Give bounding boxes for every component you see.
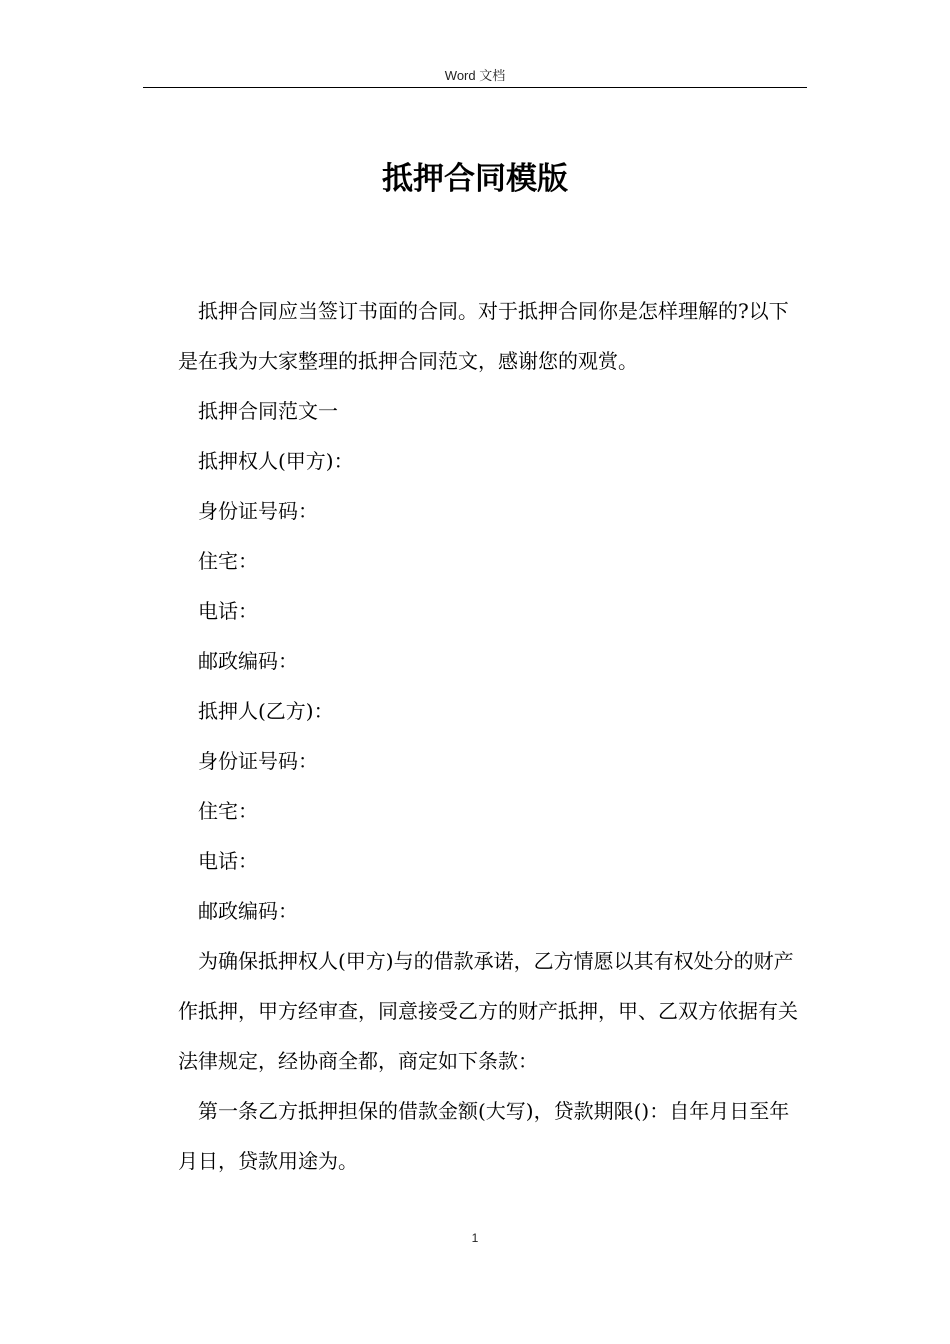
paragraph-mortgagee: 抵押权人(甲方)： [198, 449, 354, 473]
paragraph-intro: 抵押合同应当签订书面的合同。对于抵押合同你是怎样理解的?以下是在我为大家整理的抵押合同范文，感谢您的观赏。 [178, 299, 789, 373]
paragraph-mortgagee-id: 身份证号码： [198, 499, 318, 523]
paragraph-mortgagor-id: 身份证号码： [198, 749, 318, 773]
paragraph-mortgagee-address: 住宅： [198, 549, 258, 573]
header-divider [143, 87, 807, 88]
paragraph-article-one: 第一条乙方抵押担保的借款金额(大写)，贷款期限()：自年月日至年月日，贷款用途为。 [178, 1099, 790, 1173]
paragraph-mortgagee-phone: 电话： [198, 599, 258, 623]
paragraph-mortgagor: 抵押人(乙方)： [198, 699, 334, 723]
document-body [178, 286, 806, 1186]
paragraph-agreement: 为确保抵押权人(甲方)与的借款承诺，乙方情愿以其有权处分的财产作抵押，甲方经审查，同意接受乙方的财产抵押，甲、乙双方依据有关法律规定，经协商全都，商定如下条款： [178, 949, 798, 1073]
paragraph-section-heading: 抵押合同范文一 [198, 399, 338, 423]
header-label: Word 文档 [444, 68, 506, 83]
document-title: 抵押合同模版 [382, 161, 568, 197]
paragraph-mortgagor-address: 住宅： [198, 799, 258, 823]
paragraph-mortgagor-phone: 电话： [198, 849, 258, 873]
paragraph-mortgagor-postcode: 邮政编码： [198, 899, 298, 923]
page-number: 1 [471, 1231, 479, 1245]
paragraph-mortgagee-postcode: 邮政编码： [198, 649, 298, 673]
